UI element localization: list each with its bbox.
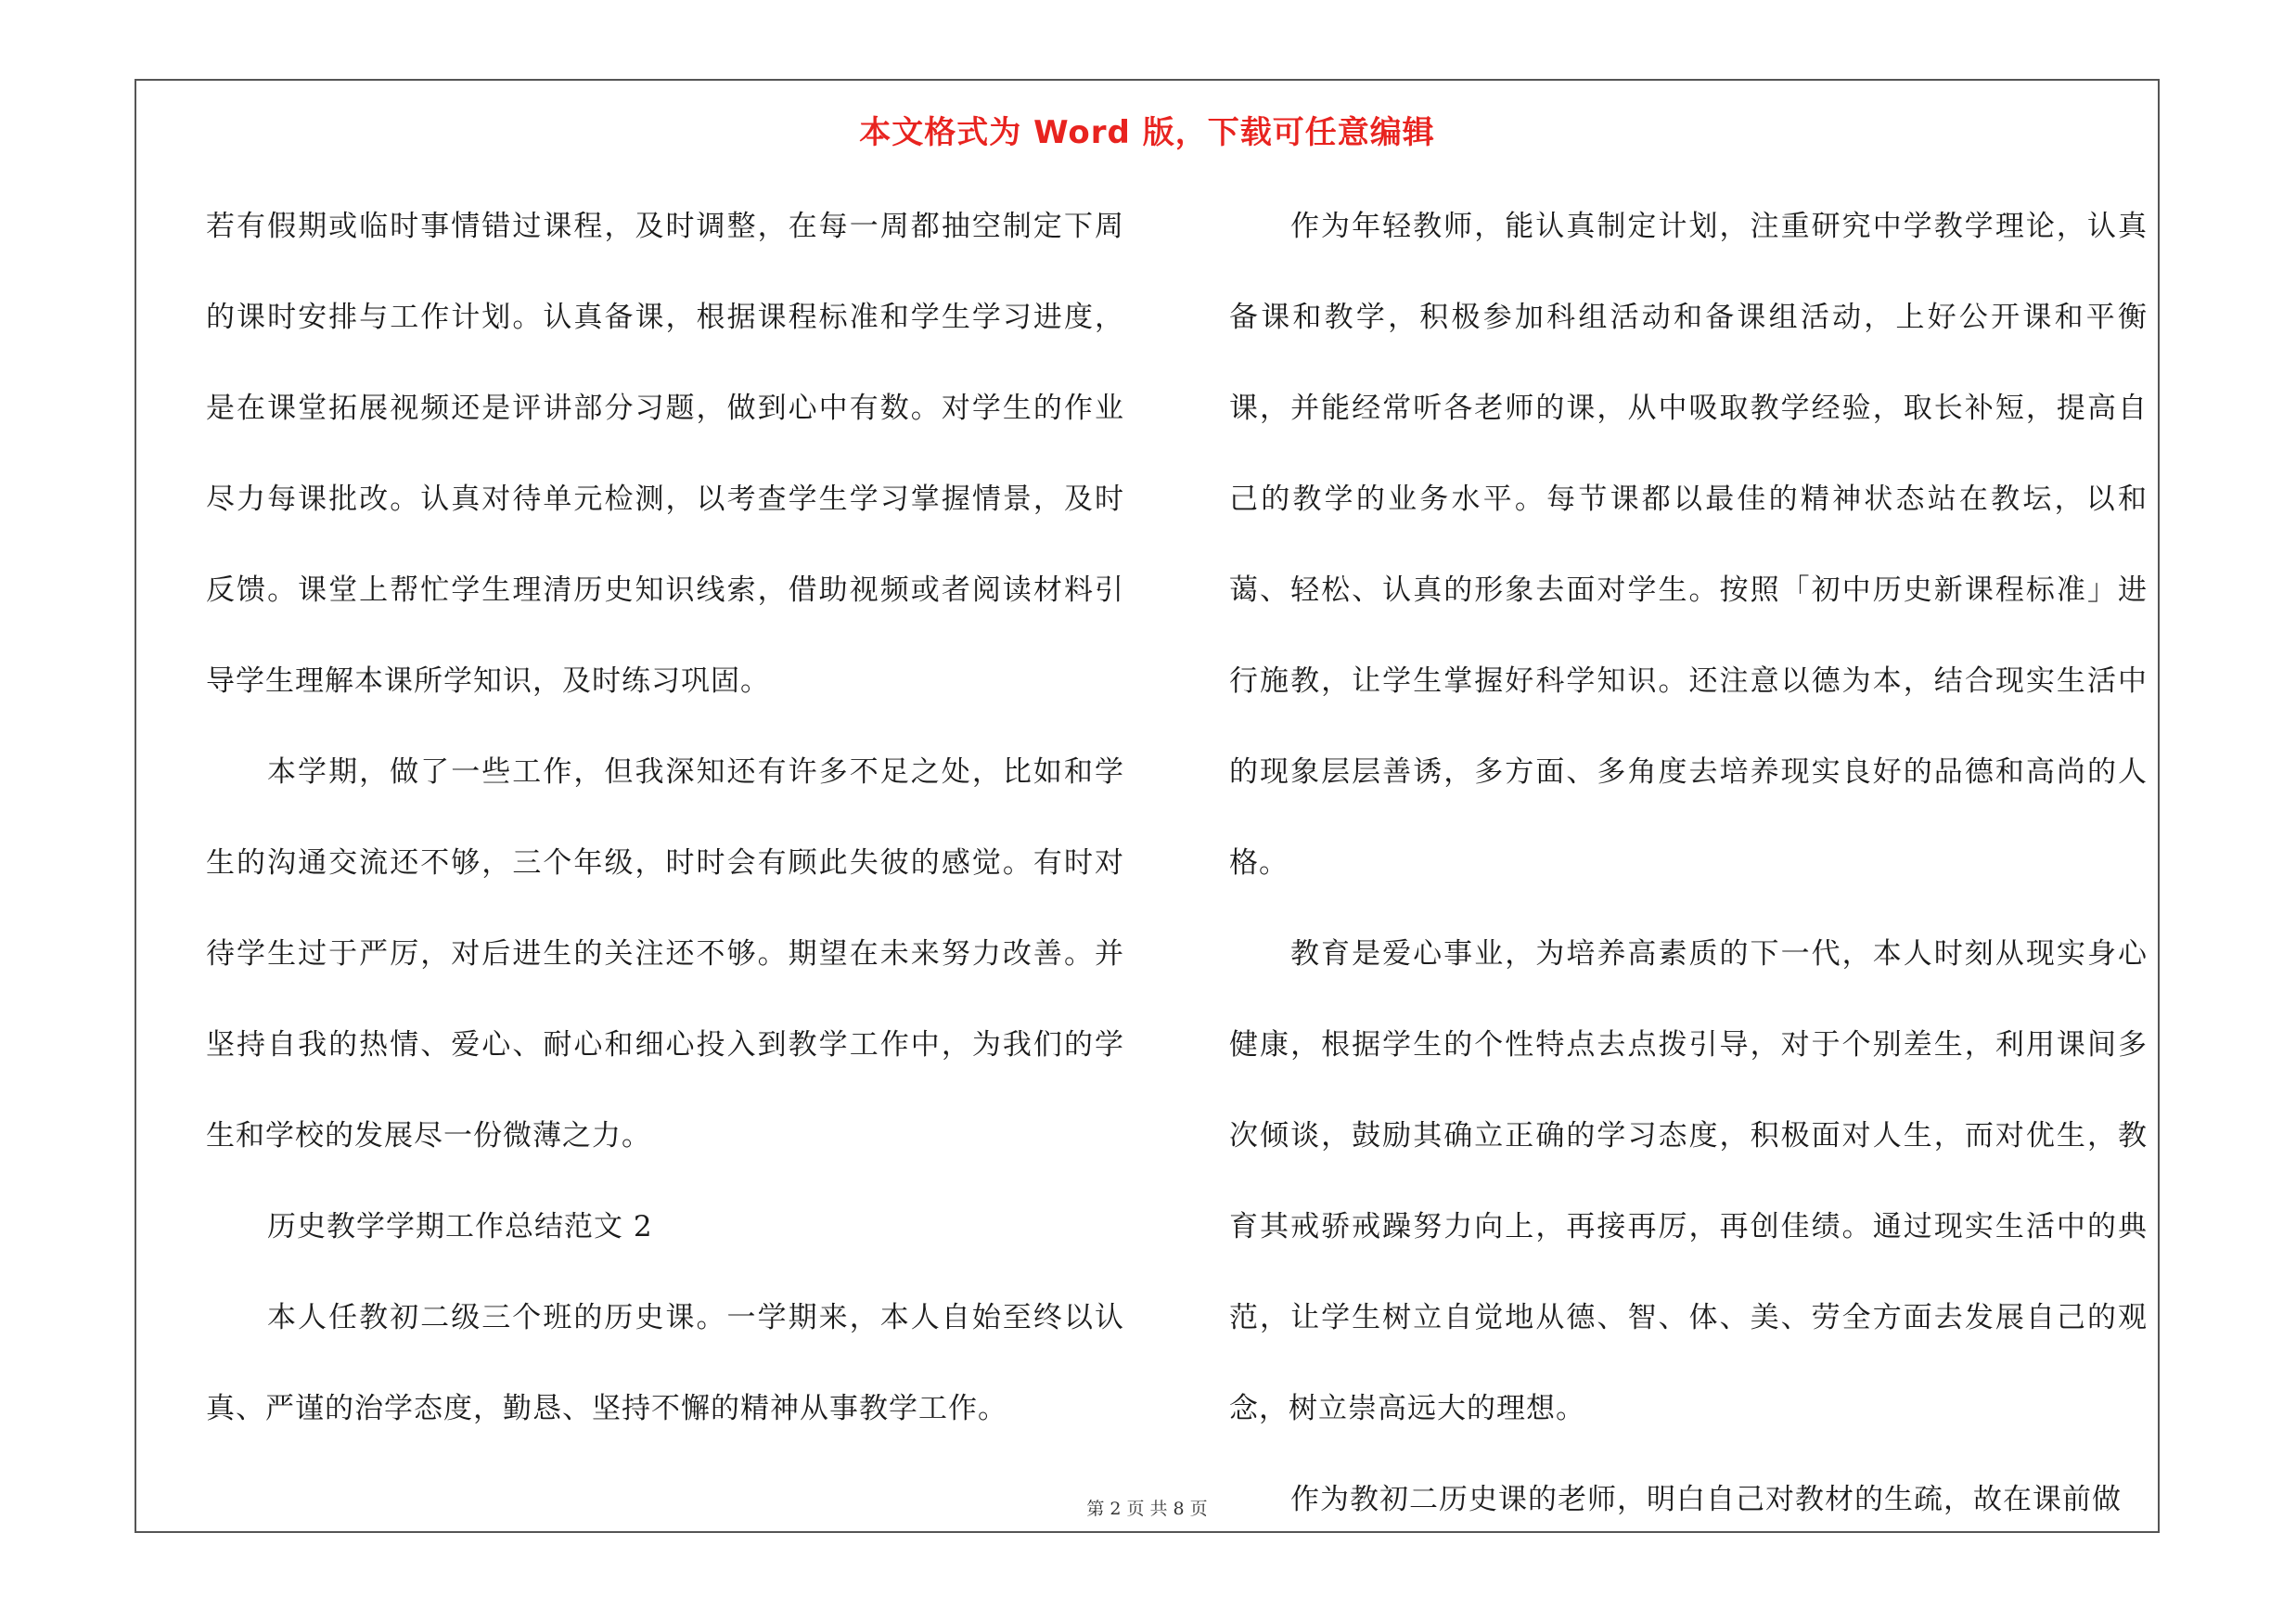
left-column (206, 181, 1124, 1454)
paragraph: 本人任教初二级三个班的历史课。一学期来，本人自始至终以认真、严谨的治学态度，勤恳、坚持不懈的精神从事教学工作。 (206, 1301, 1124, 1425)
page-frame (135, 79, 2160, 1533)
section-heading: 历史教学学期工作总结范文 2 (267, 1210, 653, 1243)
word-format-banner (136, 107, 2158, 152)
paragraph: 若有假期或临时事情错过课程，及时调整，在每一周都抽空制定下周的课时安排与工作计划。认真备课，根据课程标准和学生学习进度，是在课堂拓展视频还是评讲部分习题，做到心中有数。对学生的作业尽力每课批改。认真对待单元检测，以考查学生学习掌握情景，及时反馈。课堂上帮忙学生理清历史知识线索，借助视频或者阅读材料引导学生理解本课所学知识，及时练习巩固。 (206, 210, 1124, 698)
page-indicator: 第 2 页 共 8 页 (1086, 1499, 1208, 1519)
paragraph: 作为年轻教师，能认真制定计划，注重研究中学教学理论，认真备课和教学，积极参加科组活动和备课组活动，上好公开课和平衡课，并能经常听各老师的课，从中吸取教学经验，取长补短，提高自己的教学的业务水平。每节课都以最佳的精神状态站在教坛，以和蔼、轻松、认真的形象去面对学生。按照「初中历史新课程标准」进行施教，让学生掌握好科学知识。还注意以德为本，结合现实生活中的现象层层善诱，多方面、多角度去培养现实良好的品德和高尚的人格。 (1229, 210, 2148, 880)
page-number-footer (136, 1495, 2158, 1520)
banner-text: 本文格式为 Word 版，下载可任意编辑 (859, 114, 1435, 151)
paragraph: 作为教初二历史课的老师，明白自己对教材的生疏，故在课前做 (1290, 1483, 2122, 1516)
paragraph: 本学期，做了一些工作，但我深知还有许多不足之处，比如和学生的沟通交流还不够，三个年级，时时会有顾此失彼的感觉。有时对待学生过于严厉，对后进生的关注还不够。期望在未来努力改善。并坚持自我的热情、爱心、耐心和细心投入到教学工作中，为我们的学生和学校的发展尽一份微薄之力。 (206, 755, 1124, 1153)
paragraph: 教育是爱心事业，为培养高素质的下一代，本人时刻从现实身心健康，根据学生的个性特点去点拨引导，对于个别差生，利用课间多次倾谈，鼓励其确立正确的学习态度，积极面对人生，而对优生，教育其戒骄戒躁努力向上，再接再厉，再创佳绩。通过现实生活中的典范，让学生树立自觉地从德、智、体、美、劳全方面去发展自己的观念，树立崇高远大的理想。 (1229, 937, 2148, 1425)
right-column (1229, 181, 2148, 1545)
